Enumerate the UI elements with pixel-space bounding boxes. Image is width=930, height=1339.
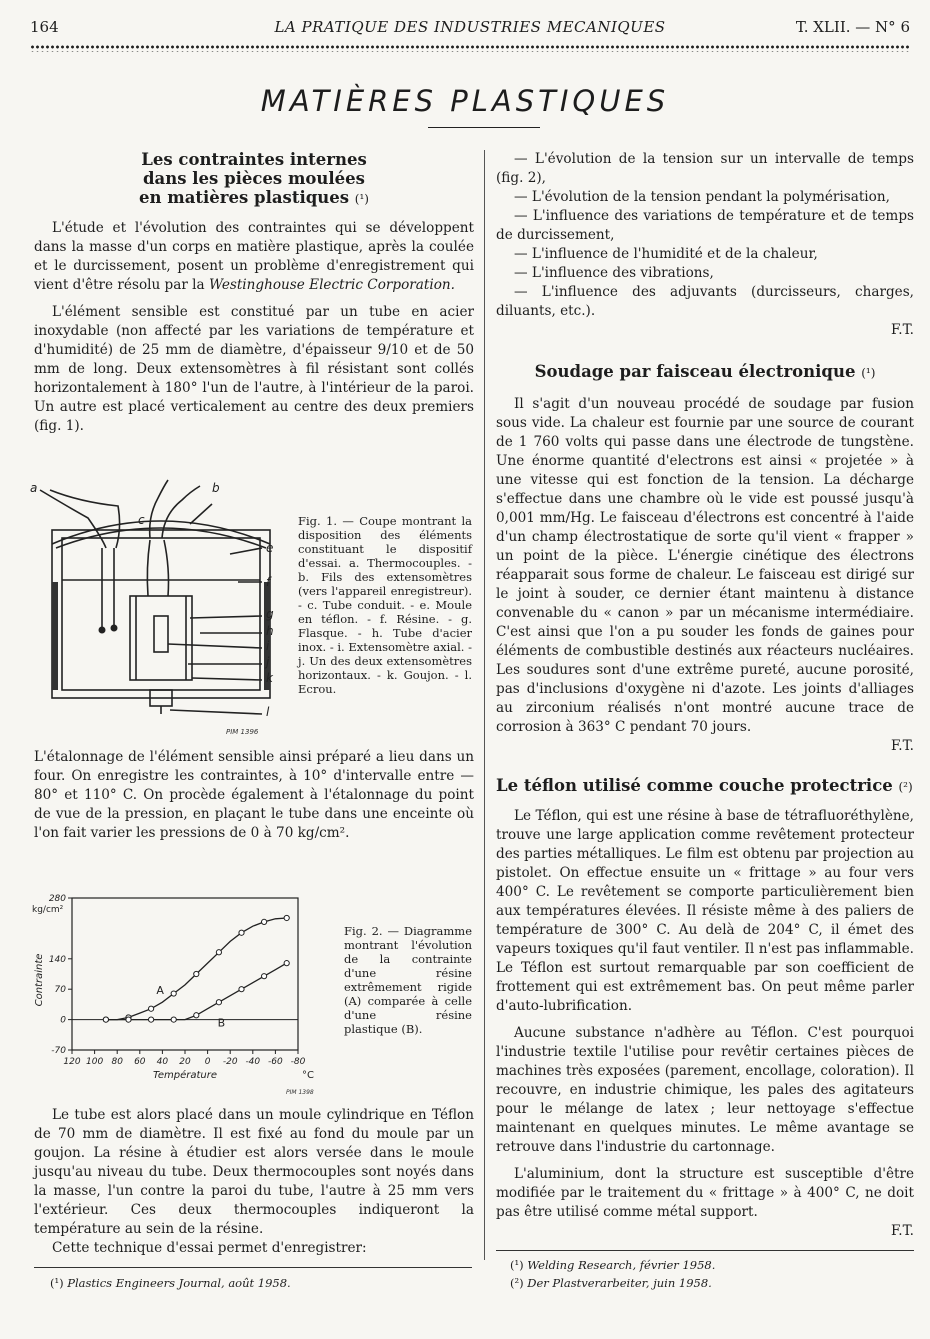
left-footnote-rule — [34, 1267, 472, 1268]
list-item: — L'évolution de la tension pendant la polymérisation, — [514, 189, 890, 205]
running-header — [30, 18, 910, 40]
article1-paragraph-2: L'élément sensible est constitué par un tube en acier inoxydable (non affecté par les variations de température et d'humidité) de 25 mm de diamètre, d'épaisseur 9/10 et de 50 mm de long. Deux extensomètres à fil résistant sont collés horizontalement à 180° l'un de l'autre, à l'intérieur de la paroi. Un autre est placé verticalement au centre des deux premiers (fig. 1). — [34, 304, 474, 434]
dotted-rule — [30, 44, 910, 52]
figure-2-chart — [30, 884, 330, 1094]
right-footnote-rule — [496, 1250, 914, 1251]
x-tick-label: 0 — [204, 1057, 211, 1067]
article1-continuation — [34, 1106, 474, 1266]
data-point — [216, 1000, 221, 1005]
fig1-label-h: h — [266, 624, 274, 638]
list-item: — L'évolution de la tension sur un intervalle de temps (fig. 2), — [496, 151, 914, 186]
data-point — [126, 1017, 131, 1022]
column-divider — [484, 150, 485, 1260]
x-tick-label: -20 — [222, 1057, 238, 1067]
signature: F.T. — [890, 1223, 914, 1239]
volume-number: T. XLII. — N° 6 — [795, 18, 910, 36]
section-title-underline — [428, 127, 540, 128]
left-footnote: (¹) Plastics Engineers Journal, août 1958. — [50, 1276, 291, 1290]
x-tick-label: 60 — [134, 1057, 146, 1067]
x-tick-label: -40 — [245, 1057, 261, 1067]
fig1-label-j: j — [266, 655, 270, 669]
fig1-label-i: i — [266, 639, 270, 653]
data-point — [284, 915, 289, 920]
list-item: — L'influence de l'humidité et de la chaleur, — [514, 246, 818, 262]
figure-1-diagram — [30, 478, 292, 740]
data-point — [262, 974, 267, 979]
fig1-label-a: a — [30, 481, 38, 495]
x-tick-label: -60 — [268, 1057, 283, 1067]
data-point — [239, 930, 244, 935]
fig1-label-c: c — [138, 513, 145, 527]
data-point — [262, 919, 267, 924]
article3-paragraph-3: L'aluminium, dont la structure est susceptible d'être modifiée par le traitement du « frittage » à 400° C, ne doit pas être utilisé comme métal support. — [496, 1166, 914, 1220]
right-column — [496, 150, 914, 1241]
fig1-label-l: l — [266, 705, 270, 719]
figure-1-caption: Fig. 1. — Coupe montrant la disposition des éléments constituant le dispositif d'essai. a. Thermocouples. - b. Fils des extensomètres (vers l'appareil enregistreur). - c. Tube conduit. - e. Moule en téflon. - f. Résine. - g. Flasque. - h. Tube d'acier inox. - i. Extensomètre axial. - j. Un des deux extensomètres horizontaux. - k. Goujon. - l. Ecrou. — [298, 514, 472, 696]
fig1-label-g: g — [266, 607, 274, 621]
series-label-A: A — [156, 984, 164, 998]
right-footnote-1: (¹) Welding Research, février 1958. — [510, 1258, 716, 1272]
data-point — [171, 1017, 176, 1022]
y-tick-label: -70 — [51, 1046, 66, 1056]
article3-paragraph-1: Le Téflon, qui est une résine à base de tétrafluoréthylène, trouve une large application comme revêtement protecteur des parties métalliques. Le film est obtenu par projection au pistolet. On effectue ensuite un « frittage » au four vers 400° C. Le revêtement se comporte particulièrement bien aux températures élevées. Il résiste même à des paliers de température de 300° C. Au delà de 204° C, il émet des vapeurs toxiques qu'il faut ventiler. Il n'est pas inflammable. Le Téflon est surtout remarquable par son coefficient de frottement qui est extrêmement bas. On peut même parler d'auto-lubrification. — [496, 808, 914, 1014]
y-axis-label: Contrainte — [34, 953, 45, 1007]
y-tick-label: 70 — [54, 985, 66, 996]
data-point — [284, 961, 289, 966]
fig1-label-k: k — [266, 671, 273, 685]
section-title: MATIÈRES PLASTIQUES — [260, 84, 670, 118]
y-tick-label: 280 — [48, 894, 66, 904]
fig1-reference: PIM 1396 — [226, 728, 259, 736]
x-axis-label: Température — [152, 1070, 218, 1081]
x-tick-label: 120 — [63, 1057, 81, 1067]
x-axis-unit: °C — [302, 1070, 314, 1081]
data-point — [194, 1013, 199, 1018]
y-tick-label: 0 — [60, 1015, 66, 1026]
data-point — [194, 971, 199, 976]
article1-paragraph-5: Cette technique d'essai permet d'enregistrer: — [52, 1240, 367, 1256]
left-column — [34, 150, 474, 444]
article1-title: Les contraintes internes dans les pièces moulées en matières plastiques (¹) — [139, 150, 369, 207]
fig2-reference: PIM 1398 — [286, 1089, 314, 1094]
x-tick-label: 40 — [156, 1057, 169, 1067]
right-footnote-2: (²) Der Plastverarbeiter, juin 1958. — [510, 1276, 712, 1290]
article1-paragraph-3: L'étalonnage de l'élément sensible ainsi préparé a lieu dans un four. On enregistre les contraintes, à 10° d'intervalle entre — 80° et 110° C. On procède également à l'étalonnage du point de vue de la pression, en plaçant le tube dans une enceinte où l'on fait varier les pressions de 0 à 70 kg/cm². — [34, 749, 474, 841]
data-point — [103, 1017, 108, 1022]
fig1-label-f: f — [266, 575, 271, 589]
journal-title: LA PRATIQUE DES INDUSTRIES MECANIQUES — [274, 18, 666, 36]
data-point — [149, 1017, 154, 1022]
x-tick-label: 80 — [111, 1057, 123, 1067]
figure-2-caption: Fig. 2. — Diagramme montrant l'évolution de la contrainte d'une résine extrêmement rigide (A) comparée à celle d'une résine plastique (B). — [344, 924, 472, 1036]
fig1-label-e: e — [266, 541, 274, 555]
article1-paragraph-4: Le tube est alors placé dans un moule cylindrique en Téflon de 70 mm de diamètre. Il est fixé au fond du moule par un goujon. La résine à étudier est alors versée dans le moule jusqu'au niveau du tube. Deux thermocouples sont noyés dans la masse, l'un contre la paroi du tube, l'autre à 25 mm vers l'extérieur. Ces deux thermocouples indiqueront la température au sein de la résine. — [34, 1107, 474, 1237]
data-point — [239, 987, 244, 992]
article2-title: Soudage par faisceau électronique (¹) — [534, 362, 876, 381]
list-item: — L'influence des variations de température et de temps de durcissement, — [496, 208, 914, 243]
article3-title: Le téflon utilisé comme couche protectrice (²) — [496, 776, 913, 795]
fig1-label-b: b — [212, 481, 220, 495]
series-label-B: B — [217, 1016, 226, 1030]
page-number: 164 — [30, 18, 59, 36]
signature: F.T. — [890, 738, 914, 754]
data-point — [149, 1006, 154, 1011]
series-line-A — [106, 918, 287, 1020]
data-point — [216, 950, 221, 955]
data-point — [171, 991, 176, 996]
list-item: — L'influence des vibrations, — [514, 265, 714, 281]
article2-paragraph: Il s'agit d'un nouveau procédé de soudage par fusion sous vide. La chaleur est fournie par une source de courant de 1 760 volts qui passe dans une électrode de tungstène. Une énorme quantité d'electrons est ainsi « projetée » à une vitesse qui est fonction de la tension. La décharge s'effectue dans une chambre où le vide est poussé jusqu'à 0,001 mm/Hg. Le faisceau d'électrons est concentré à l'aide d'un champ électrostatique de sorte qu'il vient « frapper » un point de la pièce. L'énergie cinétique des électrons réapparait sous forme de chaleur. Le faisceau est dirigé sur le joint à souder, ce dernier étant maintenu à distance convenable du « canon » par un mécanisme intermédiaire. C'est ainsi que l'on a pu souder les fonds de gaines pour éléments de combustible destinés aux réacteurs nucléaires. Les soudures sont d'une extrême pureté, aucune porosité, pas d'inclusions d'oxygène ni d'azote. Les joints d'alliages au zirconium réalisés n'ont montré aucune trace de corrosion à 363° C pendant 70 jours. — [496, 396, 914, 735]
y-axis-unit: kg/cm² — [32, 905, 64, 915]
list-item: — L'influence des adjuvants (durcisseurs, charges, diluants, etc.). — [496, 284, 914, 319]
x-tick-label: 20 — [179, 1057, 191, 1067]
x-tick-label: 100 — [86, 1057, 104, 1067]
x-tick-label: -80 — [290, 1057, 306, 1067]
article1-paragraph-1: L'étude et l'évolution des contraintes qui se développent dans la masse d'un corps en matière plastique, après la coulée et le durcissement, posent un problème d'enregistrement qui vient d'être résolu par la Westinghouse Electric Corporation. — [34, 220, 474, 293]
y-tick-label: 140 — [48, 954, 66, 965]
article3-paragraph-2: Aucune substance n'adhère au Téflon. C'est pourquoi l'industrie textile l'utilise pour revêtir certaines pièces de machines très exposées (parement, encollage, coloration). Il recouvre, en industrie chimique, les pales des agitateurs pour le mélange de latex ; leur nettoyage s'effectue maintenant en quelques minutes. Le même avantage se retrouve dans l'industrie du cartonnage. — [496, 1025, 914, 1155]
signature: F.T. — [890, 322, 914, 338]
